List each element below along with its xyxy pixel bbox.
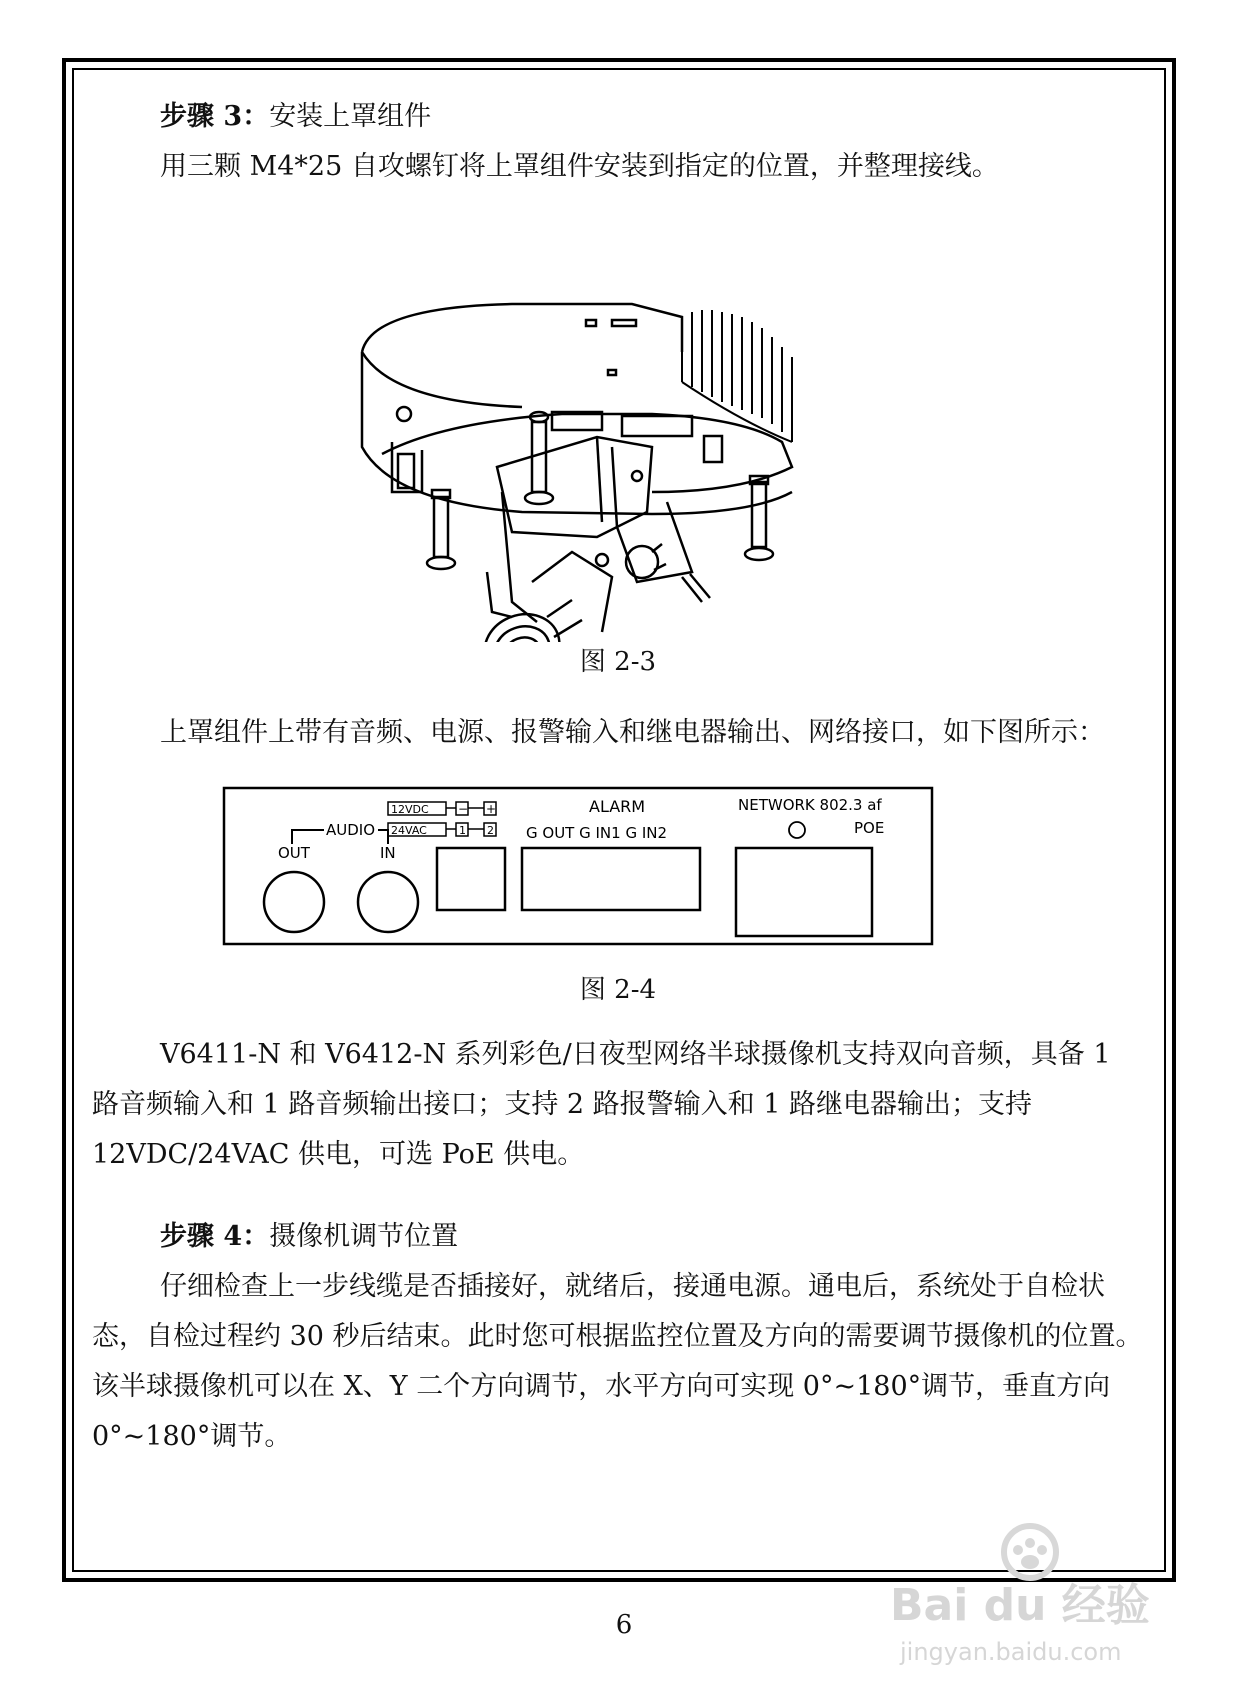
step3-colon: ： [242,101,270,132]
page-number: 6 [615,1610,633,1640]
power-terminal [437,848,505,910]
step3-label: 步骤 3 [160,101,243,132]
step4-colon: ： [242,1221,270,1252]
poe-label: POE [854,819,885,837]
step3-text: 用三颗 M4*25 自攻螺钉将上罩组件安装到指定的位置，并整理接线。 [160,151,999,182]
step4-label: 步骤 4 [160,1221,243,1252]
audio-label: AUDIO [326,821,376,839]
intro-text: 上罩组件上带有音频、电源、报警输入和继电器输出、网络接口，如下图所示： [160,717,1105,748]
watermark-brand: Bai du 经验 [890,1580,1150,1631]
step4-heading [92,1212,1144,1262]
network-label: NETWORK 802.3 af [738,796,882,814]
step3-heading [92,92,1144,142]
audio-out-jack [264,872,324,932]
power-24vac-label: 24VAC [391,824,427,837]
power-legend [388,802,496,837]
page-content [92,92,1144,1462]
alarm-terminal [522,848,700,910]
power-pin2-label: 2 [487,824,494,837]
alarm-pins-label: G OUT G IN1 G IN2 [526,824,668,842]
step4-title: 摄像机调节位置 [269,1221,459,1252]
figure-2-4-caption: 图 2-4 [579,975,657,1005]
power-pin1-label: 1 [459,824,466,837]
power-minus-label: − [458,802,469,816]
step3-title: 安装上罩组件 [269,101,432,132]
camera-bracket [487,437,710,622]
baidu-watermark [880,1510,1190,1680]
feature-description: V6411-N 和 V6412-N 系列彩色/日夜型网络半球摄像机支持双向音频，具备 1 路音频输入和 1 路音频输出接口；支持 2 路报警输入和 1 路继电器输出；支持 12VDC/24VAC 供电，可选 PoE 供电。 [92,1039,1111,1170]
step4-text: 仔细检查上一步线缆是否插接好，就绪后，接通电源。通电后，系统处于自检状态，自检过程约 30 秒后结束。此时您可根据监控位置及方向的需要调节摄像机的位置。该半球摄像机可以在 X、Y 二个方向调节，水平方向可实现 0°~180°调节，垂直方向 0°~180°调节。 [92,1271,1143,1452]
figure-2-3-camera-illustration [92,192,1144,642]
watermark-url: jingyan.baidu.com [900,1638,1122,1666]
dome-housing [362,304,792,514]
alarm-label: ALARM [589,797,646,816]
audio-out-label: OUT [278,844,310,862]
network-led-icon [789,822,805,838]
figure-2-3-caption: 图 2-3 [579,647,657,677]
network-port [736,848,872,936]
power-plus-label: + [486,802,497,816]
audio-in-jack [358,872,418,932]
audio-in-label: IN [380,844,396,862]
figure-2-4-connector-panel [92,770,1144,950]
power-12vdc-label: 12VDC [391,803,429,816]
paw-logo-icon [1004,1526,1056,1578]
camera-lens [475,552,612,642]
